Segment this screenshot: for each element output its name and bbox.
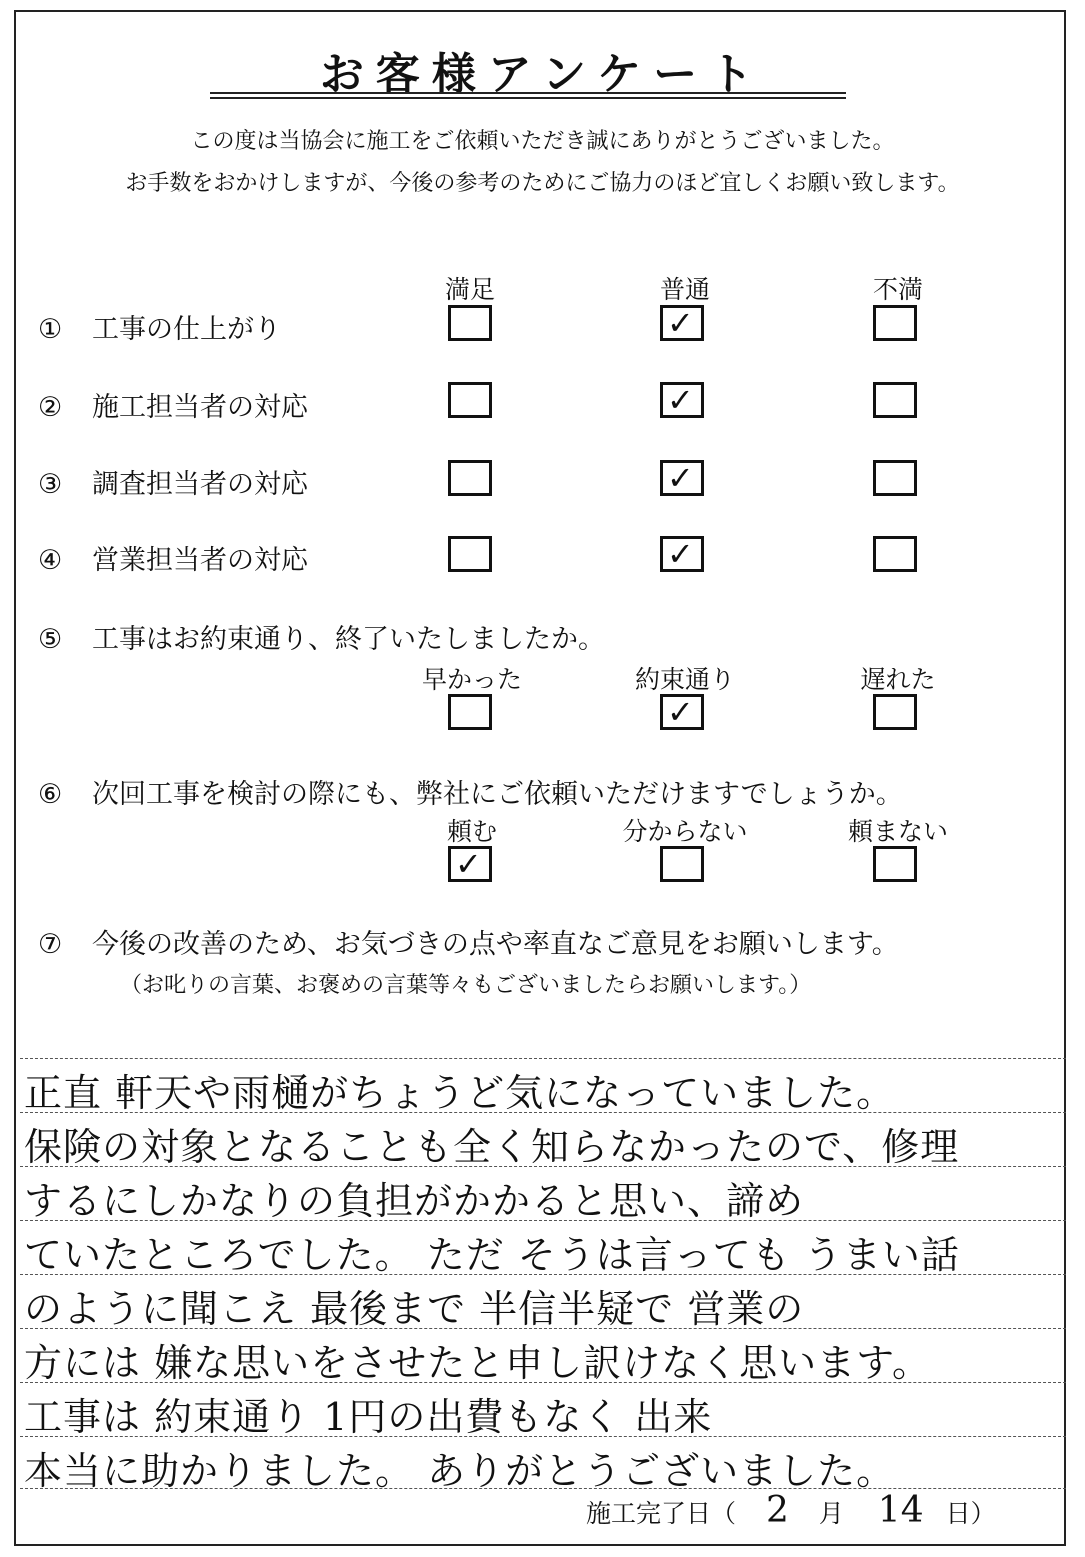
completion-date-label: 施工完了日（ [586,1499,737,1528]
q6-option-unsure: 分からない [622,817,748,846]
q1-dissatisfied-checkbox[interactable] [873,305,917,341]
handwritten-comment-line: するにしかなりの負担がかかると思い、諦め [24,1179,805,1223]
question-number: ⑦ [38,929,63,960]
q4-satisfied-checkbox[interactable] [448,536,492,572]
check-mark-icon: ✓ [667,535,694,573]
q3-satisfied-checkbox[interactable] [448,460,492,496]
question-text: 工事の仕上がり [92,314,281,345]
question-number: ② [38,392,63,423]
check-mark-icon: ✓ [667,459,694,497]
q6-no-checkbox[interactable] [873,846,917,882]
q5-option-early: 早かった [421,665,522,694]
question-7-note: （お叱りの言葉、お褒めの言葉等々もございましたらお願いします。） [120,973,812,998]
question-number: ① [38,314,63,345]
q5-early-checkbox[interactable] [448,694,492,730]
q1-satisfied-checkbox[interactable] [448,305,492,341]
question-text: 調査担当者の対応 [92,469,308,500]
question-5 [38,617,605,656]
handwritten-comment-line: 本当に助かりました。 ありがとうございました。 [24,1449,896,1493]
title-underline [210,92,846,94]
q4-normal-checkbox[interactable] [660,536,704,572]
month-unit: 月 [818,1499,844,1528]
question-number: ③ [38,469,63,500]
q3-dissatisfied-checkbox[interactable] [873,460,917,496]
completion-day: 14 [877,1490,924,1531]
question-6 [38,772,903,811]
header-normal: 普通 [659,275,710,304]
q5-on-time-checkbox[interactable] [660,694,704,730]
writing-line [20,1058,1066,1059]
question-3 [38,462,308,501]
question-number: ⑤ [38,624,63,655]
question-text: 今後の改善のため、お気づきの点や率直なご意見をお願いします。 [92,929,899,960]
day-unit: 日） [945,1499,996,1528]
handwritten-comment-line: ていたところでした。 ただ そうは言っても うまい話 [24,1233,960,1277]
completion-month: 2 [765,1490,789,1531]
question-text: 次回工事を検討の際にも、弊社にご依頼いただけますでしょうか。 [92,779,903,810]
q6-option-yes: 頼む [446,817,497,846]
question-text: 営業担当者の対応 [92,545,308,576]
intro-line-2: お手数をおかけしますが、今後の参考のためにご協力のほど宜しくお願い致します。 [125,171,960,196]
title-underline-2 [210,97,846,99]
q3-normal-checkbox[interactable] [660,460,704,496]
page-title: お客様アンケート [319,49,766,100]
handwritten-comment-line: 方には 嫌な思いをさせたと申し訳けなく思います。 [24,1341,932,1385]
q2-normal-checkbox[interactable] [660,382,704,418]
question-7 [38,922,899,961]
q6-yes-checkbox[interactable] [448,846,492,882]
q4-dissatisfied-checkbox[interactable] [873,536,917,572]
header-dissatisfied: 不満 [872,275,923,304]
handwritten-comment-line: 保険の対象となることも全く知らなかったので、修理 [24,1125,960,1169]
check-mark-icon: ✓ [455,845,482,883]
q6-option-no: 頼まない [847,817,948,846]
q2-dissatisfied-checkbox[interactable] [873,382,917,418]
intro-line-1: この度は当協会に施工をご依頼いただき誠にありがとうございました。 [190,129,895,154]
question-2 [38,385,308,424]
q6-unsure-checkbox[interactable] [660,846,704,882]
question-4 [38,538,308,577]
check-mark-icon: ✓ [667,381,694,419]
question-number: ④ [38,545,63,576]
question-1 [38,307,281,346]
question-text: 施工担当者の対応 [92,392,308,423]
handwritten-comment-line: 正直 軒天や雨樋がちょうど気になっていました。 [24,1071,896,1115]
q5-option-late: 遅れた [860,665,936,694]
header-satisfied: 満足 [444,275,495,304]
q5-option-on-time: 約束通り [634,665,735,694]
q2-satisfied-checkbox[interactable] [448,382,492,418]
check-mark-icon: ✓ [667,693,694,731]
question-number: ⑥ [38,779,63,810]
completion-date [586,1490,996,1531]
handwritten-comment-line: のように聞こえ 最後まで 半信半疑で 営業の [24,1287,805,1331]
q5-late-checkbox[interactable] [873,694,917,730]
q1-normal-checkbox[interactable] [660,305,704,341]
handwritten-comment-line: 工事は 約束通り 1円の出費もなく 出来 [24,1395,713,1439]
check-mark-icon: ✓ [667,304,694,342]
question-text: 工事はお約束通り、終了いたしましたか。 [92,624,605,655]
